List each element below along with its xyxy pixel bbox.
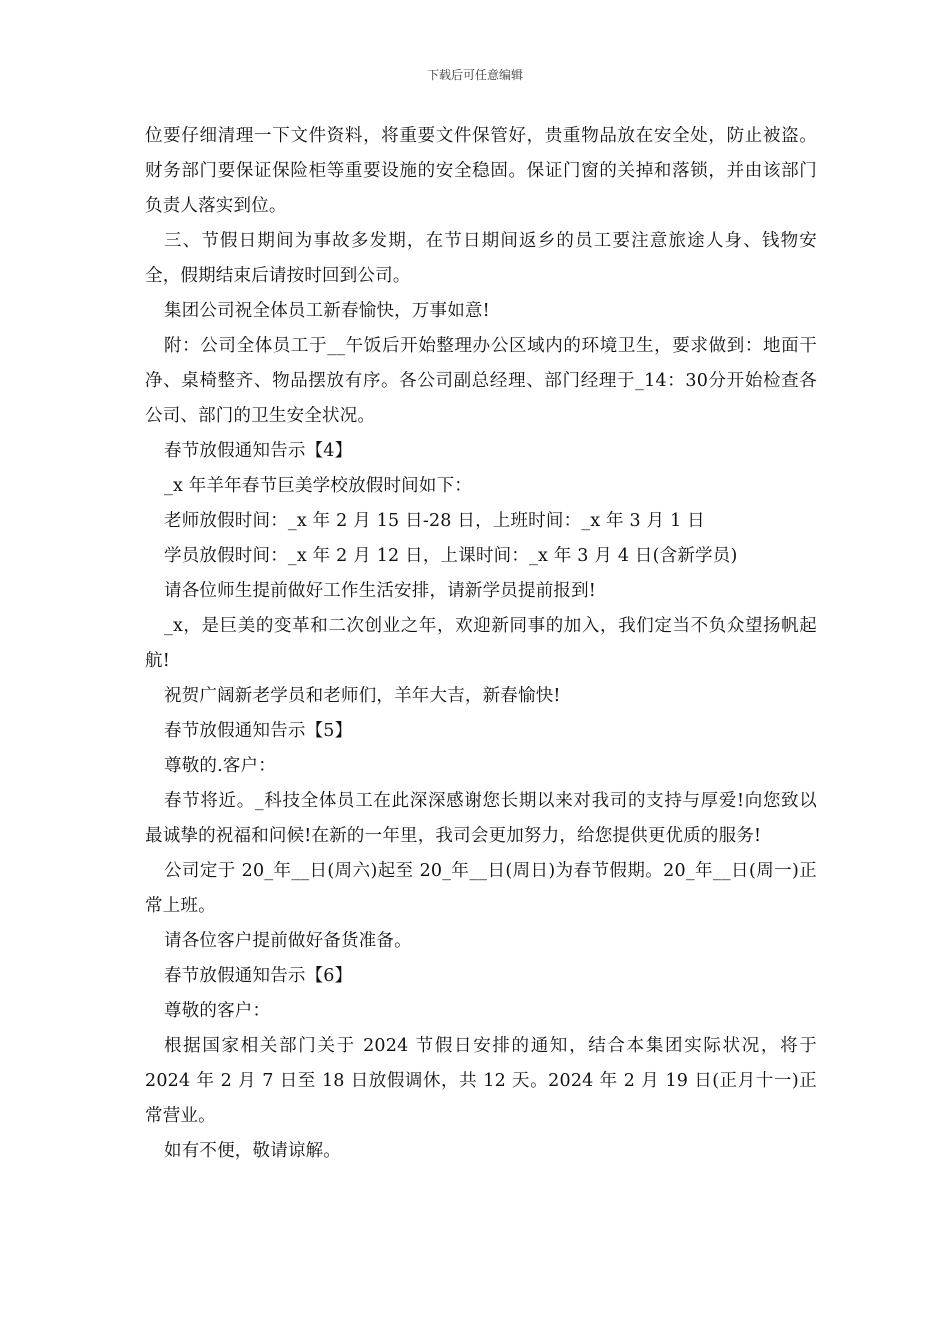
paragraph-13: 尊敬的.客户： [164,756,276,776]
paragraph-7: 老师放假时间：_x 年 2 月 15 日-28 日，上班时间：_x 年 3 月 1 日 [164,511,705,531]
paragraph-16: 请各位客户提前做好备货准备。 [164,931,412,951]
paragraph-19: 根据国家相关部门关于 2024 节假日安排的通知，结合本集团实际状况，将于 2024 年 2 月 7 日至 18 日放假调休，共 12 天。2024 年 2 月 19 日(正月十一)正常营业。 [145,1036,817,1126]
section-heading-6: 春节放假通知告示【6】 [164,966,353,986]
paragraph-18: 尊敬的客户： [164,1001,271,1021]
paragraph-4: 附：公司全体员工于__午饭后开始整理办公区域内的环境卫生，要求做到：地面干净、桌椅整齐、物品摆放有序。各公司副总经理、部门经理于_14：30分开始检查各公司、部门的卫生安全状况。 [145,336,817,426]
paragraph-3: 集团公司祝全体员工新春愉快，万事如意! [164,301,490,321]
paragraph-10: _x，是巨美的变革和二次创业之年，欢迎新同事的加入，我们定当不负众望扬帆起航! [145,616,817,671]
page-header: 下载后可任意编辑 [426,68,523,82]
paragraph-1: 位要仔细清理一下文件资料，将重要文件保管好，贵重物品放在安全处，防止被盗。财务部门要保证保险柜等重要设施的安全稳固。保证门窗的关掉和落锁，并由该部门负责人落实到位。 [145,126,817,216]
section-heading-5: 春节放假通知告示【5】 [164,721,353,741]
paragraph-11: 祝贺广阔新老学员和老师们，羊年大吉，新春愉快! [164,686,561,706]
section-heading-4: 春节放假通知告示【4】 [164,441,353,461]
paragraph-15: 公司定于 20_年__日(周六)起至 20_年__日(周日)为春节假期。20_年__日(周一)正常上班。 [145,861,817,916]
paragraph-14: 春节将近。_科技全体员工在此深深感谢您长期以来对我司的支持与厚爱!向您致以最诚挚的祝福和问候!在新的一年里，我司会更加努力，给您提供更优质的服务! [145,791,817,846]
paragraph-9: 请各位师生提前做好工作生活安排，请新学员提前报到! [164,581,597,601]
paragraph-6: _x 年羊年春节巨美学校放假时间如下： [164,476,472,496]
paragraph-8: 学员放假时间：_x 年 2 月 12 日，上课时间：_x 年 3 月 4 日(含新学员) [164,546,738,566]
document-body [145,119,817,1169]
paragraph-2: 三、节假日期间为事故多发期，在节日期间返乡的员工要注意旅途人身、钱物安全，假期结束后请按时回到公司。 [145,231,817,286]
paragraph-20: 如有不便，敬请谅解。 [164,1141,341,1161]
